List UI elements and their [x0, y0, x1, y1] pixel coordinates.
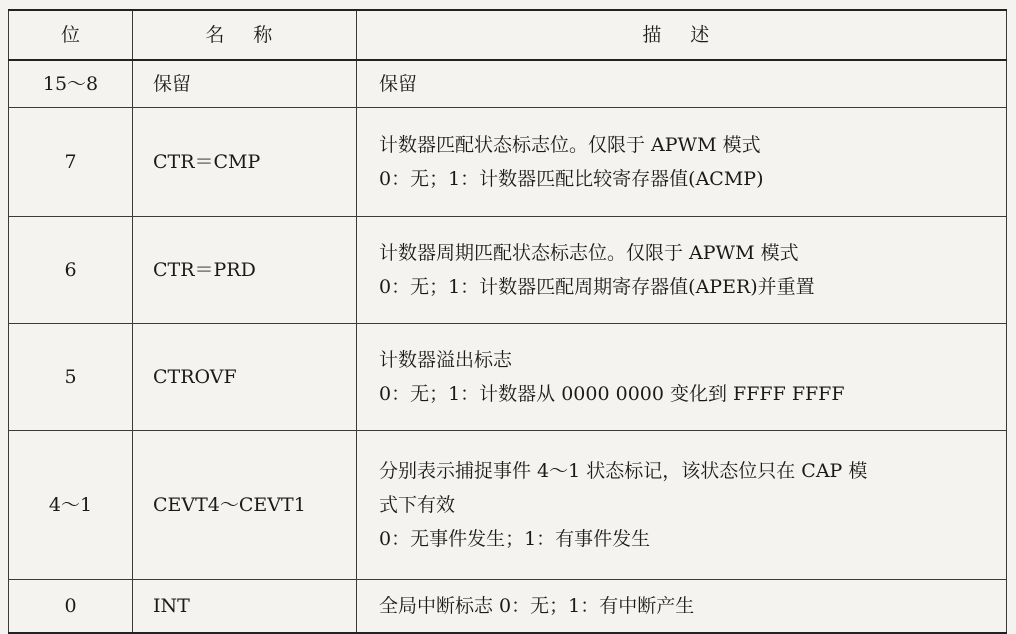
bit-cell: 7 — [9, 108, 133, 217]
description-line: 计数器溢出标志 — [379, 349, 513, 371]
description-cell — [357, 431, 1007, 580]
table-row — [9, 108, 1007, 217]
description-cell — [357, 580, 1007, 634]
description-cell — [357, 108, 1007, 217]
name-cell: CTR＝PRD — [133, 217, 357, 324]
description-line: 计数器匹配状态标志位。仅限于 APWM 模式 — [379, 134, 761, 156]
header-bit: 位 — [9, 10, 133, 60]
table-row — [9, 431, 1007, 580]
table-header-row — [9, 10, 1007, 60]
name-cell: CEVT4～CEVT1 — [133, 431, 357, 580]
header-description: 描 述 — [357, 10, 1007, 60]
description-line: 分别表示捕捉事件 4～1 状态标记，该状态位只在 CAP 模 — [379, 460, 868, 482]
description-line: 式下有效 — [379, 494, 456, 516]
description-line: 全局中断标志 0：无；1：有中断产生 — [379, 595, 695, 617]
bit-cell: 4～1 — [9, 431, 133, 580]
header-name: 名 称 — [133, 10, 357, 60]
bit-cell: 15～8 — [9, 60, 133, 108]
name-cell: 保留 — [133, 60, 357, 108]
name-cell: INT — [133, 580, 357, 634]
name-cell: CTR＝CMP — [133, 108, 357, 217]
description-line: 计数器周期匹配状态标志位。仅限于 APWM 模式 — [379, 242, 799, 264]
table-row — [9, 60, 1007, 108]
bit-cell: 5 — [9, 324, 133, 431]
description-line: 0：无；1：计数器匹配比较寄存器值(ACMP) — [379, 168, 764, 190]
register-bit-table — [8, 9, 1007, 634]
description-line: 保留 — [379, 73, 418, 95]
table-row — [9, 217, 1007, 324]
description-cell — [357, 324, 1007, 431]
description-line: 0：无；1：计数器匹配周期寄存器值(APER)并重置 — [379, 276, 815, 298]
bit-cell: 0 — [9, 580, 133, 634]
bit-cell: 6 — [9, 217, 133, 324]
description-line: 0：无事件发生；1：有事件发生 — [379, 528, 651, 550]
table-row — [9, 580, 1007, 634]
name-cell: CTROVF — [133, 324, 357, 431]
description-cell — [357, 60, 1007, 108]
description-line: 0：无；1：计数器从 0000 0000 变化到 FFFF FFFF — [379, 383, 845, 405]
table-row — [9, 324, 1007, 431]
description-cell — [357, 217, 1007, 324]
